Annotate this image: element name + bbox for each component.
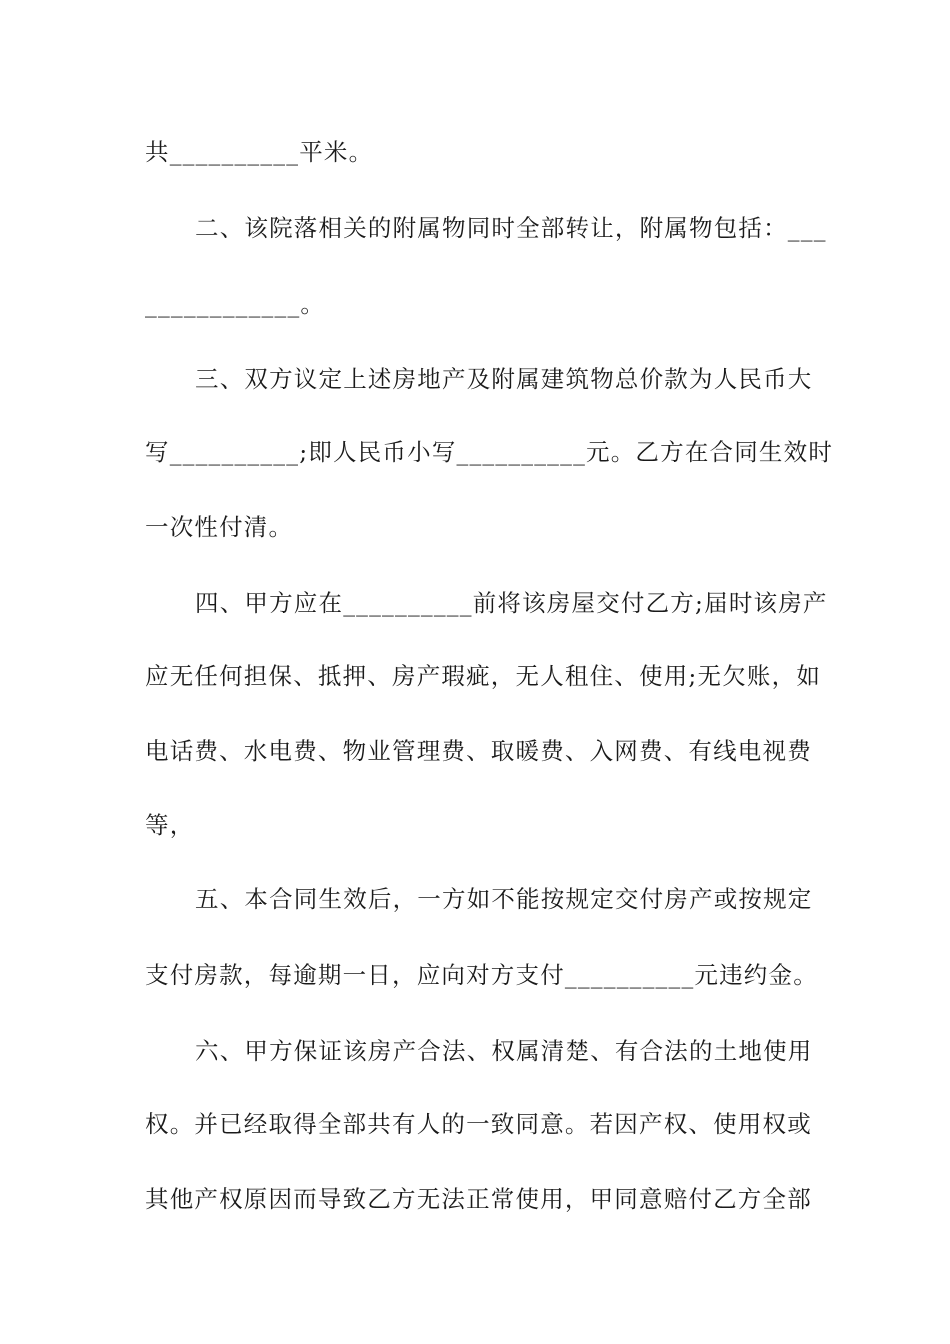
text-line-price-cont: 写__________;即人民币小写__________元。乙方在合同生效时 bbox=[145, 438, 834, 466]
text-line-attachments-cont: ____________。 bbox=[145, 290, 326, 318]
text-line-warranty-cont-2: 其他产权原因而导致乙方无法正常使用，甲同意赔付乙方全部 bbox=[145, 1185, 812, 1213]
text-line-area: 共__________平米。 bbox=[145, 138, 374, 166]
text-line-breach: 五、本合同生效后，一方如不能按规定交付房产或按规定 bbox=[195, 885, 813, 913]
text-line-attachments: 二、该院落相关的附属物同时全部转让，附属物包括：___ bbox=[195, 214, 827, 242]
text-line-delivery-cont-1: 应无任何担保、抵押、房产瑕疵，无人租住、使用;无欠账，如 bbox=[145, 662, 822, 690]
text-line-payment: 一次性付清。 bbox=[145, 513, 294, 541]
text-line-delivery-cont-2: 电话费、水电费、物业管理费、取暖费、入网费、有线电视费 bbox=[145, 737, 812, 765]
text-line-delivery: 四、甲方应在__________前将该房屋交付乙方;届时该房产 bbox=[195, 589, 828, 617]
text-line-delivery-cont-3: 等， bbox=[145, 811, 195, 839]
text-line-warranty-cont-1: 权。并已经取得全部共有人的一致同意。若因产权、使用权或 bbox=[145, 1110, 812, 1138]
text-line-price: 三、双方议定上述房地产及附属建筑物总价款为人民币大 bbox=[195, 365, 813, 393]
text-line-breach-cont: 支付房款，每逾期一日，应向对方支付__________元违约金。 bbox=[145, 961, 818, 989]
text-line-warranty: 六、甲方保证该房产合法、权属清楚、有合法的土地使用 bbox=[195, 1037, 813, 1065]
